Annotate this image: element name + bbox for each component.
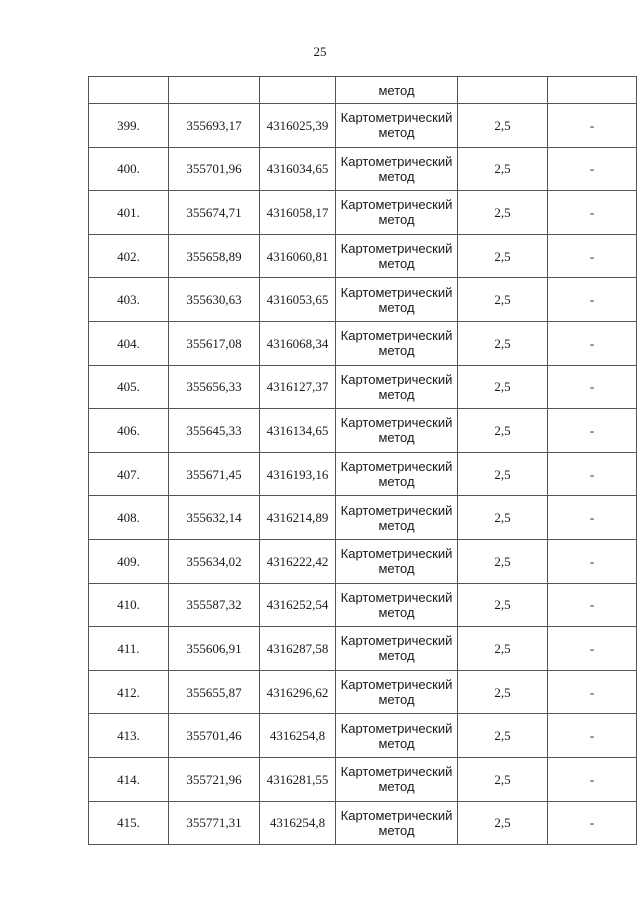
cell-y: 4316222,42: [260, 539, 336, 583]
cell-num: 413.: [89, 714, 169, 758]
method-line: Картометрический: [340, 371, 453, 387]
cell-y: 4316193,16: [260, 452, 336, 496]
page-number: 25: [313, 44, 327, 59]
method-line: метод: [378, 430, 415, 446]
method-line: метод: [378, 517, 415, 533]
cell-note: -: [548, 191, 637, 235]
method-line: метод: [378, 125, 415, 141]
cell-num: [89, 77, 169, 104]
cell-method: [336, 670, 458, 714]
cell-note: -: [548, 801, 637, 845]
cell-accuracy: 2,5: [458, 670, 548, 714]
cell-method: [336, 714, 458, 758]
cell-method: [336, 365, 458, 409]
method-line: Картометрический: [340, 807, 453, 823]
cell-y: 4316127,37: [260, 365, 336, 409]
cell-method: [336, 234, 458, 278]
cell-note: -: [548, 496, 637, 540]
cell-accuracy: [458, 77, 548, 104]
method-line: Картометрический: [340, 110, 453, 126]
cell-x: 355617,08: [169, 321, 260, 365]
cell-x: 355630,63: [169, 278, 260, 322]
cell-note: -: [548, 409, 637, 453]
cell-method: [336, 801, 458, 845]
cell-num: 409.: [89, 539, 169, 583]
cell-y: 4316252,54: [260, 583, 336, 627]
cell-method: [336, 147, 458, 191]
cell-note: -: [548, 147, 637, 191]
cell-num: 412.: [89, 670, 169, 714]
cell-method: [336, 104, 458, 148]
cell-y: 4316214,89: [260, 496, 336, 540]
method-line: метод: [378, 474, 415, 490]
method-line: метод: [378, 343, 415, 359]
cell-accuracy: 2,5: [458, 714, 548, 758]
cell-accuracy: 2,5: [458, 365, 548, 409]
cell-method: [336, 496, 458, 540]
cell-num: 399.: [89, 104, 169, 148]
method-line: Картометрический: [340, 677, 453, 693]
table-row: [89, 670, 637, 714]
cell-accuracy: 2,5: [458, 191, 548, 235]
cell-method: [336, 191, 458, 235]
cell-note: -: [548, 539, 637, 583]
cell-x: 355721,96: [169, 757, 260, 801]
method-line: Картометрический: [340, 284, 453, 300]
cell-x: 355701,96: [169, 147, 260, 191]
cell-x: 355634,02: [169, 539, 260, 583]
cell-y: 4316025,39: [260, 104, 336, 148]
method-line: Картометрический: [340, 633, 453, 649]
table-row: [89, 583, 637, 627]
method-line: метод: [378, 256, 415, 272]
cell-y: 4316254,8: [260, 714, 336, 758]
cell-note: -: [548, 757, 637, 801]
cell-accuracy: 2,5: [458, 801, 548, 845]
cell-method: [336, 627, 458, 671]
cell-accuracy: 2,5: [458, 147, 548, 191]
cell-note: -: [548, 452, 637, 496]
method-line: Картометрический: [340, 415, 453, 431]
cell-num: 408.: [89, 496, 169, 540]
method-line: метод: [378, 779, 415, 795]
table-row: [89, 757, 637, 801]
cell-y: 4316254,8: [260, 801, 336, 845]
table-row: [89, 365, 637, 409]
cell-note: -: [548, 714, 637, 758]
cell-num: 410.: [89, 583, 169, 627]
table-body: [89, 77, 637, 845]
cell-note: -: [548, 583, 637, 627]
cell-accuracy: 2,5: [458, 452, 548, 496]
cell-x: 355645,33: [169, 409, 260, 453]
cell-num: 404.: [89, 321, 169, 365]
method-line: метод: [378, 692, 415, 708]
cell-y: 4316068,34: [260, 321, 336, 365]
table-row: [89, 234, 637, 278]
table-row: [89, 452, 637, 496]
cell-num: 405.: [89, 365, 169, 409]
method-line: Картометрический: [340, 764, 453, 780]
cell-y: 4316287,58: [260, 627, 336, 671]
table-row: [89, 147, 637, 191]
cell-num: 403.: [89, 278, 169, 322]
table-row: [89, 714, 637, 758]
cell-x: 355671,45: [169, 452, 260, 496]
method-line: метод: [378, 212, 415, 228]
table-row: [89, 409, 637, 453]
cell-x: 355658,89: [169, 234, 260, 278]
cell-num: 401.: [89, 191, 169, 235]
cell-note: -: [548, 321, 637, 365]
cell-x: 355632,14: [169, 496, 260, 540]
method-line: метод: [378, 735, 415, 751]
cell-num: 402.: [89, 234, 169, 278]
cell-note: -: [548, 278, 637, 322]
cell-num: 415.: [89, 801, 169, 845]
cell-num: 406.: [89, 409, 169, 453]
cell-method: [336, 321, 458, 365]
cell-method: [336, 539, 458, 583]
cell-x: 355656,33: [169, 365, 260, 409]
cell-x: [169, 77, 260, 104]
cell-accuracy: 2,5: [458, 757, 548, 801]
cell-method: [336, 409, 458, 453]
method-line: Картометрический: [340, 720, 453, 736]
cell-note: [548, 77, 637, 104]
method-line: Картометрический: [340, 459, 453, 475]
method-line: Картометрический: [340, 546, 453, 562]
cell-x: 355771,31: [169, 801, 260, 845]
cell-accuracy: 2,5: [458, 496, 548, 540]
cell-y: 4316281,55: [260, 757, 336, 801]
method-line: метод: [378, 82, 415, 98]
cell-method: [336, 77, 458, 104]
method-line: Картометрический: [340, 241, 453, 257]
table-row: [89, 627, 637, 671]
cell-x: 355693,17: [169, 104, 260, 148]
table-row: [89, 104, 637, 148]
cell-accuracy: 2,5: [458, 234, 548, 278]
cell-y: 4316060,81: [260, 234, 336, 278]
table-row: [89, 496, 637, 540]
cell-y: 4316296,62: [260, 670, 336, 714]
cell-accuracy: 2,5: [458, 627, 548, 671]
method-line: метод: [378, 168, 415, 184]
cell-method: [336, 583, 458, 627]
coordinates-table: [88, 76, 637, 845]
method-line: Картометрический: [340, 589, 453, 605]
cell-x: 355587,32: [169, 583, 260, 627]
cell-note: -: [548, 104, 637, 148]
method-line: Картометрический: [340, 153, 453, 169]
cell-method: [336, 452, 458, 496]
method-line: метод: [378, 822, 415, 838]
table-row: [89, 321, 637, 365]
cell-note: -: [548, 365, 637, 409]
table-row: [89, 278, 637, 322]
cell-num: 400.: [89, 147, 169, 191]
cell-y: 4316053,65: [260, 278, 336, 322]
table-row: [89, 539, 637, 583]
cell-y: 4316058,17: [260, 191, 336, 235]
cell-method: [336, 757, 458, 801]
cell-y: 4316034,65: [260, 147, 336, 191]
method-line: метод: [378, 386, 415, 402]
cell-x: 355606,91: [169, 627, 260, 671]
method-line: Картометрический: [340, 502, 453, 518]
method-line: Картометрический: [340, 197, 453, 213]
cell-y: 4316134,65: [260, 409, 336, 453]
continuation-row: [89, 77, 637, 104]
cell-x: 355674,71: [169, 191, 260, 235]
cell-accuracy: 2,5: [458, 539, 548, 583]
cell-accuracy: 2,5: [458, 104, 548, 148]
method-line: метод: [378, 604, 415, 620]
table-row: [89, 801, 637, 845]
cell-num: 411.: [89, 627, 169, 671]
cell-accuracy: 2,5: [458, 321, 548, 365]
method-line: метод: [378, 561, 415, 577]
cell-accuracy: 2,5: [458, 583, 548, 627]
cell-x: 355655,87: [169, 670, 260, 714]
method-line: Картометрический: [340, 328, 453, 344]
cell-x: 355701,46: [169, 714, 260, 758]
cell-accuracy: 2,5: [458, 409, 548, 453]
cell-num: 407.: [89, 452, 169, 496]
method-line: метод: [378, 299, 415, 315]
method-line: метод: [378, 648, 415, 664]
table-row: [89, 191, 637, 235]
cell-note: -: [548, 627, 637, 671]
cell-note: -: [548, 670, 637, 714]
cell-accuracy: 2,5: [458, 278, 548, 322]
cell-method: [336, 278, 458, 322]
cell-num: 414.: [89, 757, 169, 801]
cell-y: [260, 77, 336, 104]
cell-note: -: [548, 234, 637, 278]
